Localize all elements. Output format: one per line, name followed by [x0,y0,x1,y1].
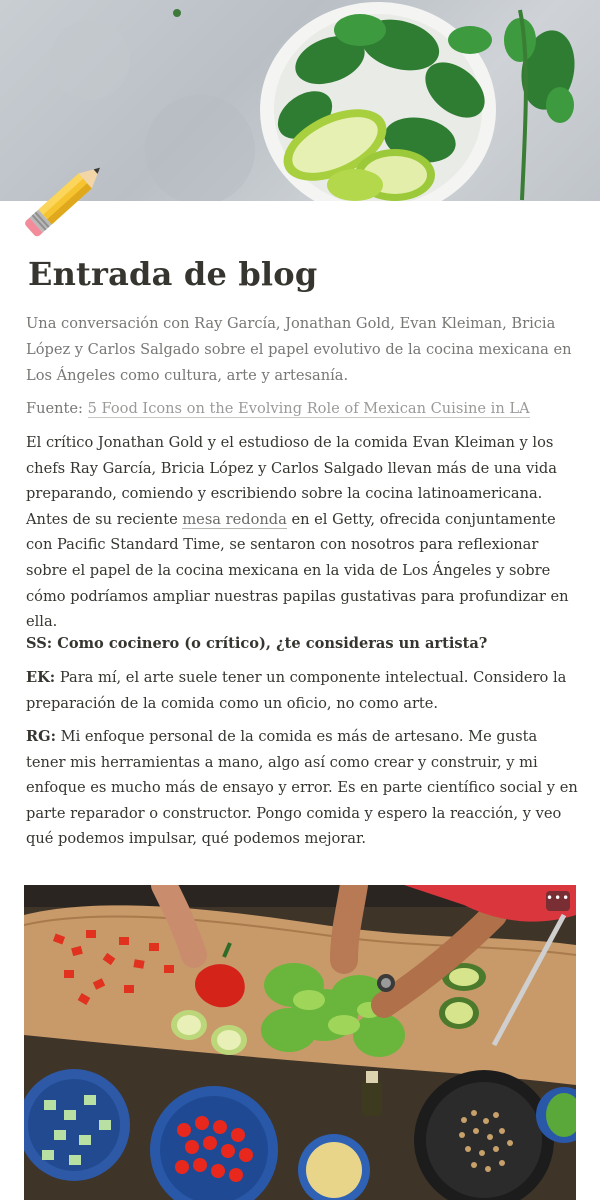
page-title: Entrada de blog [28,255,318,293]
answer-rg [26,724,578,852]
speaker-ek: EK: [26,669,56,686]
food-prep-photo[interactable] [24,885,576,1200]
answer-rg-text: Mi enfoque personal de la comida es más de artesano. Me gusta tener mis herramientas a mano, algo así como crear y construir, y mi enfoque es mucho más de ensayo y error. Es en parte científico social y en parte reparador o constructor. Pongo comida y espero la reacción, y veo qué podemos impulsar, qué podemos mejorar. [26,728,578,848]
intro-paragraph [26,430,578,635]
roundtable-link[interactable]: mesa redonda [182,510,287,528]
answer-ek-text: Para mí, el arte suele tener un componente intelectual. Considero la preparación de la comida como un oficio, no como arte. [26,669,567,712]
speaker-rg: RG: [26,728,56,745]
source-line [26,396,576,422]
food-prep-illustration [24,885,576,1200]
intro-text-end: en el Getty, ofrecida conjuntamente con Pacific Standard Time, se sentaron con nosotros para reflexionar sobre el papel de la cocina mexicana en la vida de Los Ángeles y sobre cómo podríamos ampliar nuestras papilas gustativas para profundizar en ella. [26,510,569,631]
pencil-icon[interactable] [22,152,118,248]
answer-ek [26,665,578,716]
image-more-button[interactable]: ••• [546,891,570,911]
source-label: Fuente: [26,400,83,417]
page-description: Una conversación con Ray García, Jonathan Gold, Evan Kleiman, Bricia López y Carlos Salgado sobre el papel evolutivo de la cocina mexicana en Los Ángeles como cultura, arte y artesanía. [26,315,572,384]
interview-question: SS: Como cocinero (o crítico), ¿te consideras un artista? [26,635,488,652]
intro-text-start: El crítico Jonathan Gold y el estudioso de la comida Evan Kleiman y los chefs Ray García, Bricia López y Carlos Salgado llevan más de una vida preparando, comiendo y escribiendo sobre la cocina latinoamericana. Antes de su reciente [26,434,557,528]
source-link[interactable]: 5 Food Icons on the Evolving Role of Mexican Cuisine in LA [87,400,530,417]
